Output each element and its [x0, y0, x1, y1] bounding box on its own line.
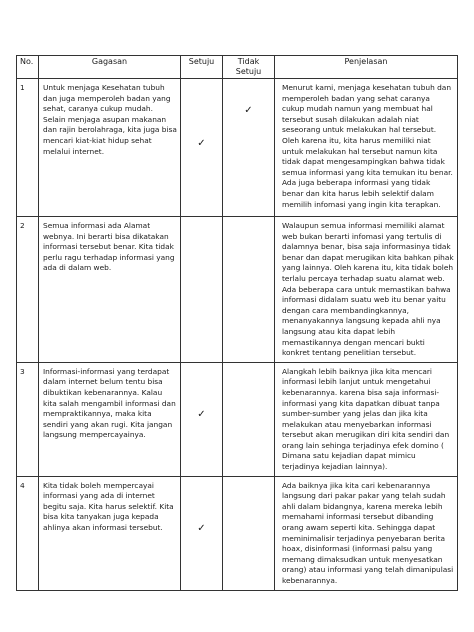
header-penjelasan: Penjelasan — [275, 56, 458, 79]
argument-table — [16, 55, 458, 591]
penjelasan-text: Alangkah lebih baiknya jika kita mencari informasi lebih lanjut untuk mengetahui kebenarannya. karena bisa saja informasi-informasi yang kita dapatkan dibuat tanpa sumber-sumber yang jelas dan jika kita melakukan atau menyebarkan informasi tersebut akan merugikan diri kita sendiri dan orang lain sehinga terjadinya efek domino ( Dimana satu kejadian dapat mimicu terjadinya kejadian lainnya). — [282, 366, 450, 472]
header-tidak-setuju: Tidak Setuju — [223, 56, 275, 79]
gagasan-cell — [39, 217, 181, 363]
gagasan-text: Semua informasi ada Alamat webnya. Ini berarti bisa dikatakan informasi tersebut benar. Kita tidak perlu ragu terhadap informasi yang ada di dalam web. — [43, 221, 175, 273]
row-number: 3 — [17, 362, 39, 476]
table-row — [17, 79, 458, 217]
tidak-setuju-cell — [223, 79, 275, 217]
penjelasan-cell — [275, 476, 458, 590]
gagasan-text: Kita tidak boleh mempercayai informasi yang ada di internet begitu saja. Kita harus selektif. Kita bisa kita tanyakan juga kepada ahlinya akan informasi tersebut. — [43, 480, 174, 533]
setuju-cell — [181, 362, 223, 476]
penjelasan-cell — [275, 79, 458, 217]
table-row — [17, 362, 458, 476]
gagasan-text: Untuk menjaga Kesehatan tubuh dan juga memperoleh badan yang sehat, caranya cukup mudah. Selain menjaga asupan makanan dan rajin berolahraga, kita juga bisa mencari kiat-kiat hidup sehat melalui internet. — [43, 83, 177, 156]
header-no: No. — [17, 56, 39, 79]
tidak-setuju-cell — [223, 217, 275, 363]
check-mark-icon: ✓ — [244, 104, 253, 116]
tidak-setuju-cell — [223, 476, 275, 590]
gagasan-text: Informasi-informasi yang terdapat dalam internet belum tentu bisa dibuktikan kebenarannya. Kalau kita salah mengambil informasi dan mempraktikannya, maka kita sendiri yang akan rugi. Kita jangan langsung mempercayainya. — [43, 366, 176, 440]
row-number: 1 — [17, 79, 39, 217]
penjelasan-text: Ada baiknya jika kita cari kebenarannya langsung dari pakar pakar yang telah sudah ahli dalam bidangnya, karena mereka lebih memahami informasi tersebut dibanding orang awam seperti kita. Sehingga dapat meminimalisir terjadinya penyebaran berita hoax, disinformasi (informasi palsu yang memang dimaksudkan untuk menyesatkan orang) atau informasi yang telah dimanipulasi kebenarannya. — [282, 480, 454, 585]
check-mark-icon: ✓ — [197, 137, 206, 149]
gagasan-cell — [39, 476, 181, 590]
row-number: 2 — [17, 217, 39, 363]
table-row — [17, 217, 458, 363]
table-header-row — [17, 56, 458, 79]
table-row — [17, 476, 458, 590]
penjelasan-text: Menurut kami, menjaga kesehatan tubuh dan memperoleh badan yang sehat caranya cukup mudah namun yang membuat hal tersebut susah dilakukan adalah niat seseorang untuk melakukan hal tersebut. Oleh karena itu, kita harus memiliki niat untuk melakukan hal tersebut namun kita tidak dapat mengesampingkan bahwa tidak semua informasi yang kita temukan itu benar. Ada juga beberapa informasi yang tidak benar dan kita harus lebih selektif dalam memilih infomasi yang ingin kita terapkan. — [282, 83, 453, 209]
gagasan-cell — [39, 79, 181, 217]
penjelasan-cell — [275, 217, 458, 363]
header-setuju: Setuju — [181, 56, 223, 79]
gagasan-cell — [39, 362, 181, 476]
header-gagasan: Gagasan — [39, 56, 181, 79]
setuju-cell — [181, 217, 223, 363]
setuju-cell — [181, 476, 223, 590]
tidak-setuju-cell — [223, 362, 275, 476]
check-mark-icon: ✓ — [197, 409, 206, 421]
setuju-cell — [181, 79, 223, 217]
penjelasan-cell — [275, 362, 458, 476]
penjelasan-text: Walaupun semua informasi memiliki alamat web bukan berarti infomasi yang tertulis di dalamnya benar, bisa saja informasinya tidak benar dan dapat merugikan kita bahkan pihak yang lainnya. Oleh karena itu, kita tidak boleh terlalu percaya terhadap suatu alamat web. Ada beberapa cara untuk memastikan bahwa informasi didalam suatu web itu benar yaitu dengan cara membandingkannya, menanyakannya langsung kepada ahli nya langsung atau kita dapat lebih memastikannya dengan mencari bukti konkret tentang penelitian tersebut. — [282, 221, 454, 358]
check-mark-icon: ✓ — [197, 523, 206, 535]
row-number: 4 — [17, 476, 39, 590]
